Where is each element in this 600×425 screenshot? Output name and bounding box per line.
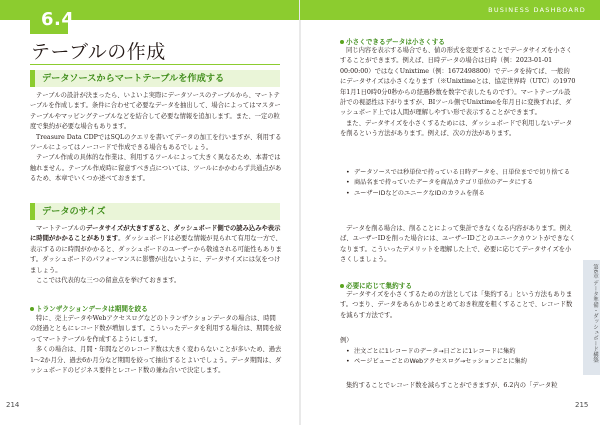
bullet-dot-icon: [30, 307, 34, 311]
list-item: • ユーザーIDなどのユニークなIDのカラムを削る: [346, 189, 576, 199]
subsection1-body: [30, 314, 282, 376]
reduction-method-list: [346, 168, 576, 199]
emphasized-text: データサイズが大きすぎると、ダッシュボード側での読み込みや表示に時間がかかることがあります: [30, 225, 281, 243]
paragraph: Treasure Data CDPではSQLのクエリを書いてデータの加工を行いますが、利用するツールによってはノーコードで作成できる場合もあるでしょう。: [30, 133, 282, 152]
aggregation-example-list: [346, 347, 576, 368]
brand-label: BUSINESS DASHBOARD: [488, 6, 586, 14]
list-item: • データソースでは秒単位で持っている日時データを、日単位までで切り捨てる: [346, 168, 576, 178]
paragraph: 集約することでレコード数を減らすことができますが、6.2内の「データ粒: [346, 382, 558, 389]
page-number-right: 215: [575, 401, 589, 409]
paragraph: ここでは代表的な三つの留意点を挙げておきます。: [36, 277, 181, 285]
subsection3-body: [340, 290, 576, 321]
page-number-left: 214: [6, 401, 20, 409]
subheading-text: 小さくできるデータは小さくする: [346, 38, 445, 46]
chapter-number: 6.4: [41, 9, 75, 30]
subheading-make-smaller: [340, 36, 445, 46]
right-header-bar: [300, 0, 600, 20]
subsection3-continuation: [340, 381, 576, 391]
list-item: • 注文ごとに1レコードのデータ→日ごとに1レコードに集約: [346, 347, 576, 357]
page-title: テーブルの作成: [31, 41, 166, 63]
paragraph: 多くの場合は、月間・年間などのレコード数は大きく変わらないことが多いため、過去1〜2か月分、過去6か月分など期間を絞って抽出するとよいでしょう。データ期間は、ダッシュボードのビジネス要件とレコード数の兼ね合いで決定します。: [30, 346, 282, 375]
paragraph: [30, 224, 282, 276]
subsection2-note: [340, 224, 576, 266]
subheading-transaction: [30, 303, 148, 313]
list-item: • ページビューごとのWebアクセスログ→セッションごとに集約: [346, 357, 576, 367]
paragraph: テーブル作成の具体的な作業は、利用するツールによって大きく異なるため、本書では触れません。テーブル作成時に留意すべき点については、ツールにかかわらず共通点があるため、本章でいくつか述べておきます。: [30, 154, 282, 183]
subheading-text: トランザクションデータは期間を絞る: [36, 305, 148, 313]
paragraph: データを削る場合は、削ることによって集計できなくなる内容があります。例えば、ユーザーIDを削った場合には、ユーザーIDごとのユニークカウントができなくなります。こういったデメリットを理解した上で、必要に応じてデータサイズを小さくしましょう。: [340, 225, 576, 264]
paragraph: データサイズを小さくするための方法としては「集約する」という方法もあります。つまり、データをあらかじめまとめておき粒度を粗くすることで、レコード数を減らす方法です。: [340, 291, 573, 319]
subsection2-body: [340, 46, 576, 140]
example-label: 例）: [340, 337, 353, 344]
subheading-aggregate: [340, 280, 412, 290]
list-item: • 商品名まで持っていたデータを商品カテゴリ単位のデータにする: [346, 178, 576, 188]
bullet-dot-icon: [340, 40, 344, 44]
subheading-text: 必要に応じて集約する: [346, 282, 412, 290]
section1-body: [30, 91, 282, 185]
section-heading-mart-table: データソースからマートテーブルを作成する: [30, 70, 280, 87]
bullet-dot-icon: [340, 284, 344, 288]
paragraph: 特に、売上データやWebアクセスログなどのトランザクションデータの場合は、時間の経過とともにレコード数が増加します。こういったデータを利用する場合は、期間を絞ってマートテーブルを作成するようにします。: [30, 315, 282, 343]
chapter-side-tab-label: 第6章 データ準備・ダッシュボード構築: [592, 264, 598, 363]
paragraph: 同じ内容を表示する場合でも、値の形式を変更することでデータサイズを小さくすることができます。例えば、日時データの場合は日時（例：2023-01-01 00:00:00）ではなくUnixtime（例：1672498800）でデータを持てば、一般的にデータサイズは小さくなります（※Unixtimeとは、協定世界時（UTC）の1970年1月1日0時0分0秒からの経過秒数を数字で表したものです）。マートテーブル設計での視認性は下がりますが、BIツール側でUnixtimeを年月日に変換すれば、ダッシュボード上では人間が理解しやすい形で表示することができます。: [340, 47, 576, 117]
title-divider: [30, 64, 280, 65]
text-run: マートテーブルの: [36, 225, 86, 232]
paragraph: また、データサイズを小さくするためには、ダッシュボードで利用しないデータを削るという方法があります。例えば、次の方法があります。: [340, 119, 573, 138]
section-heading-data-size: データのサイズ: [30, 203, 280, 220]
section2-body: [30, 224, 282, 286]
paragraph: テーブルの設計が決まったら、いよいよ実際にデータソースのテーブルから、マートテーブルを作成します。条件に合わせて必要なデータを抽出して、場合によってはマスターテーブルやマッピングテーブルなどを結合して必要な情報を追加します。また、一定の粒度で集約が必要な場合もあります。: [30, 92, 281, 131]
text-run: 。ダッシュボードは必要な情報が見られて有用な一方で、表示するのに時間がかかると、ダッシュボードのユーザーから敬遠される可能性もあります。ダッシュボードのパフォーマンスに影響が出ないように、データサイズには気をつけましょう。: [30, 235, 282, 274]
